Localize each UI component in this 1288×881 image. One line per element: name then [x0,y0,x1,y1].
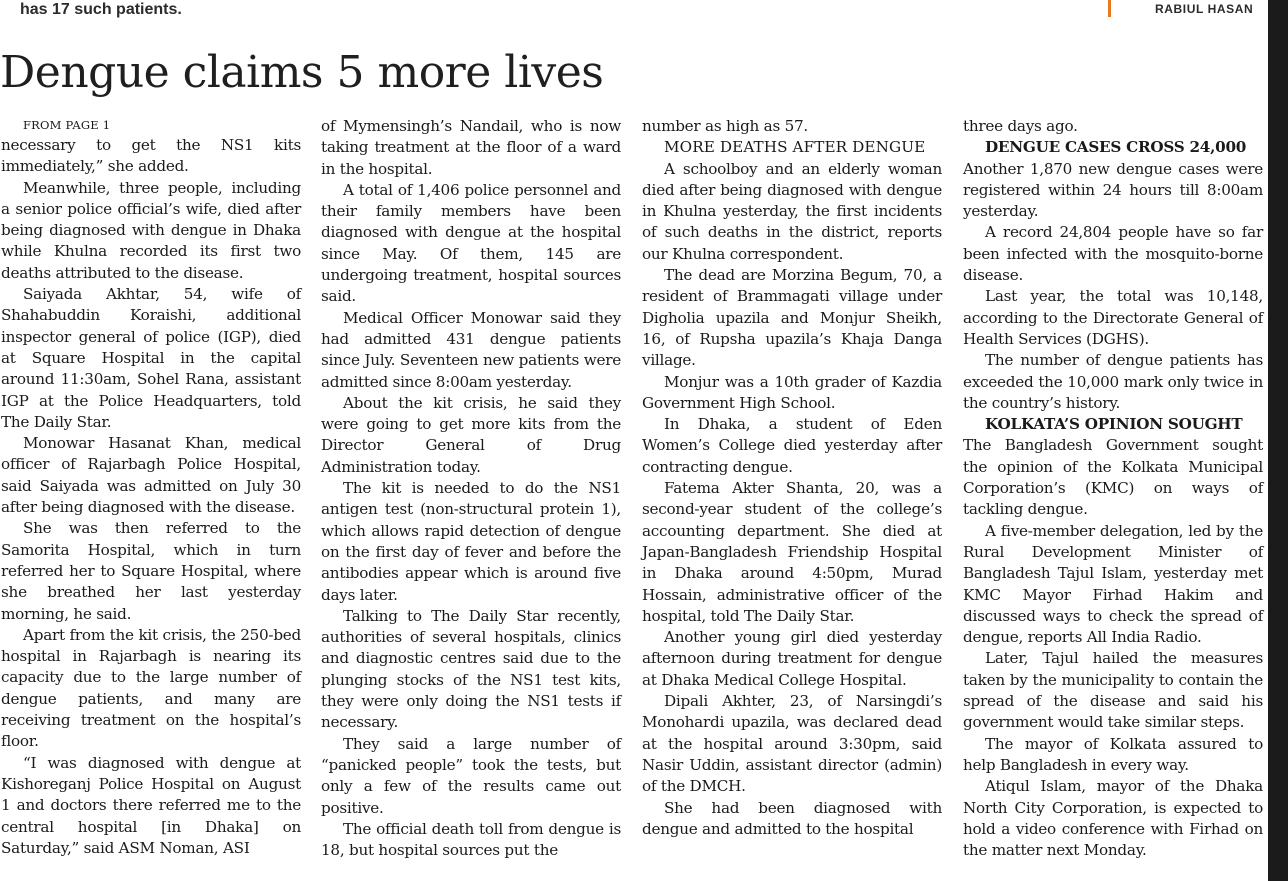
paragraph: Saiyada Akhtar, 54, wife of Shahabuddin Koraishi, additional inspector general of police (IGP), died at Square Hospital in the capital around 11:30am, Sohel Rana, assistant IGP at the Police Headquarters, told The Daily Star. [1,285,301,431]
paragraph: She was then referred to the Samorita Hospital, which in turn referred her to Square Hospital, where she breathed her last yesterday morning, he said. [1,519,301,623]
paragraph: They said a large number of “panicked people” took the tests, but only a few of the results came out positive. [321,734,621,817]
paragraph: A record 24,804 people have so far been infected with the mosquito-borne disease. [963,223,1263,285]
paragraph: The Bangladesh Government sought the opinion of the Kolkata Municipal Corporation’s (KMC) on ways of tackling dengue. [963,436,1263,519]
section-kicker: MORE DEATHS AFTER DENGUE [664,138,926,157]
paragraph: A total of 1,406 police personnel and their family members have been diagnosed with dengue at the hospital since May. Of them, 145 are undergoing treatment, hospital sources said. [321,180,621,306]
paragraph: Medical Officer Monowar said they had admitted 431 dengue patients since July. Seventeen new patients were admitted since 8:00am yesterday. [321,308,621,391]
paragraph: Fatema Akter Shanta, 20, was a second-year student of the college’s accounting department. She died at Japan-Bangladesh Friendship Hospital in Dhaka around 4:50pm, Murad Hossain, administrative officer of the hospital, told The Daily Star. [642,479,942,625]
jump-label: FROM PAGE 1 [23,118,111,132]
photo-caption-tail: has 17 such patients. [20,1,182,18]
photo-credit: RABIUL HASAN [1155,2,1254,16]
paragraph: A schoolboy and an elderly woman died after being diagnosed with dengue in Khulna yesterday, the first incidents of such deaths in the district, reports our Khulna correspondent. [642,159,942,263]
article-column-1 [1,116,301,859]
page-edge-strip [1268,0,1288,881]
paragraph: Last year, the total was 10,148, according to the Directorate General of Health Services (DGHS). [963,287,1263,348]
paragraph: She had been diagnosed with dengue and admitted to the hospital [642,798,942,838]
paragraph: number as high as 57. [642,117,808,135]
article-column-4 [963,116,1263,861]
subheading-dengue-cases: DENGUE CASES CROSS 24,000 [985,138,1247,157]
paragraph: of Mymensingh’s Nandail, who is now taking treatment at the floor of a ward in the hospital. [321,117,621,178]
paragraph: The number of dengue patients has exceeded the 10,000 mark only twice in the country’s history. [963,351,1263,412]
paragraph: Another 1,870 new dengue cases were registered within 24 hours till 8:00am yesterday. [963,159,1263,221]
paragraph: Apart from the kit crisis, the 250-bed hospital in Rajarbagh is nearing its capacity due to the large number of dengue patients, and many are receiving treatment on the hospital’s floor. [1,625,301,751]
paragraph: Dipali Akhter, 23, of Narsingdi’s Monohardi upazila, was declared dead at the hospital around 3:30pm, said Nasir Uddin, assistant director (admin) of the DMCH. [642,692,942,796]
article-headline: Dengue claims 5 more lives [0,47,604,98]
paragraph: Atiqul Islam, mayor of the Dhaka North City Corporation, is expected to hold a video conference with Firhad on the matter next Monday. [963,777,1263,860]
paragraph: Talking to The Daily Star recently, authorities of several hospitals, clinics and diagnostic centres said due to the plunging stocks of the NS1 test kits, they were only doing the NS1 tests if necessary. [321,606,621,732]
paragraph: necessary to get the NS1 kits immediately,” she added. [1,136,301,176]
paragraph: The official death toll from dengue is 18, but hospital sources put the [321,819,621,860]
paragraph: “I was diagnosed with dengue at Kishoreganj Police Hospital on August 1 and doctors there referred me to the central hospital [in Dhaka] on Saturday,” said ASM Noman, ASI [1,753,301,857]
paragraph: The kit is needed to do the NS1 antigen test (non-structural protein 1), which allows rapid detection of dengue on the first day of fever and before the antibodies appear which is around five days later. [321,479,621,604]
article-column-3 [642,116,942,840]
paragraph: A five-member delegation, led by the Rural Development Minister of Bangladesh Tajul Islam, yesterday met KMC Mayor Firhad Hakim and discussed ways to check the spread of dengue, reports All India Radio. [963,521,1263,647]
paragraph: Later, Tajul hailed the measures taken by the municipality to contain the spread of the disease and said his government would take similar steps. [963,649,1263,732]
article-column-2 [321,116,621,861]
credit-divider [1108,0,1111,17]
paragraph: Monjur was a 10th grader of Kazdia Government High School. [642,372,942,412]
paragraph: The mayor of Kolkata assured to help Bangladesh in every way. [963,734,1263,774]
paragraph: About the kit crisis, he said they were going to get more kits from the Director General of Drug Administration today. [321,393,621,476]
paragraph: In Dhaka, a student of Eden Women’s College died yesterday after contracting dengue. [642,415,942,476]
subheading-kolkata: KOLKATA’S OPINION SOUGHT [985,415,1243,434]
paragraph: Another young girl died yesterday afternoon during treatment for dengue at Dhaka Medical College Hospital. [642,628,942,689]
paragraph: three days ago. [963,117,1078,135]
paragraph: Meanwhile, three people, including a senior police official’s wife, died after being diagnosed with dengue in Dhaka while Khulna recorded its first two deaths attributed to the disease. [1,178,301,282]
paragraph: The dead are Morzina Begum, 70, a resident of Brammagati village under Digholia upazila and Monjur Sheikh, 16, of Rupsha upazila’s Khaja Danga village. [642,266,942,370]
paragraph: Monowar Hasanat Khan, medical officer of Rajarbagh Police Hospital, said Saiyada was admitted on July 30 after being diagnosed with the disease. [1,434,301,517]
